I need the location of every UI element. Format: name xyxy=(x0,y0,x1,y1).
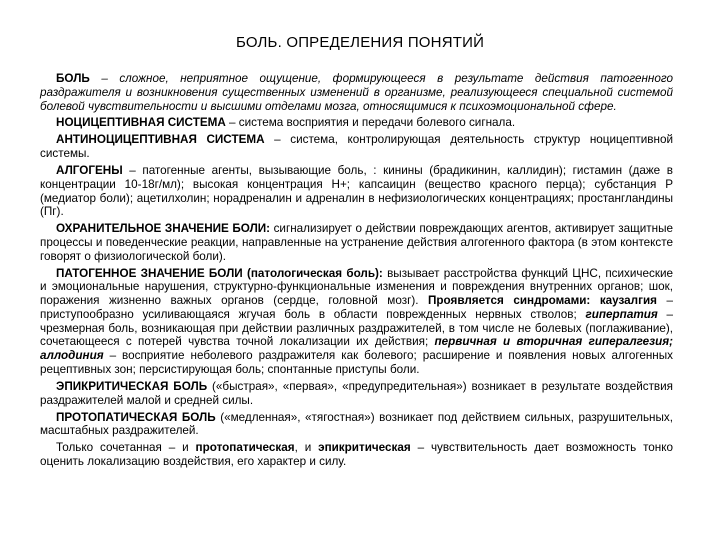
term-antinociceptive-system: АНТИНОЦИЦЕПТИВНАЯ СИСТЕМА xyxy=(56,133,265,147)
paragraph-algogens xyxy=(40,164,673,219)
definition-nociceptive-system: – система восприятия и передачи болевого сигнала. xyxy=(225,116,516,130)
definition-causalgia: – приступообразно усиливающаяся жгучая боль в области поврежденных нервных стволов; xyxy=(40,294,673,321)
term-protopathic: протопатическая xyxy=(195,441,295,455)
definition-hyperpathia: – чрезмерная боль, возникающая при действии различных раздражителей, в том числе не болевых (поглаживание), сочетающееся с потерей чувства точной локализации их действия; xyxy=(40,307,674,349)
definition-protective-value: сигнализирует о действии повреждающих агентов, активирует защитные процессы и поведенческие реакции, направленные на устранение действия алгогенного фактора (в этом контексте говорят о физиологической боли). xyxy=(40,222,673,263)
definition-protopathic-pain: («медленная», «тягостная») возникает под действием сильных, разрушительных, масштабных раздражителей. xyxy=(40,410,673,438)
combined-text-3: – чувствительность дает возможность тонко оценить локализацию воздействия, его характер и силу. xyxy=(40,441,673,468)
term-pain: БОЛЬ xyxy=(56,72,90,85)
definitions-body xyxy=(40,72,673,472)
paragraph-protopathic-pain xyxy=(40,411,673,439)
paragraph-nociceptive-system xyxy=(40,116,673,130)
term-protopathic-pain: ПРОТОПАТИЧЕСКАЯ БОЛЬ xyxy=(56,410,216,424)
definition-allodynia: – восприятие неболевого раздражителя как болевого; расширение и появления новых алгогенных рецептивных зон; персистирующая боль; спонтанные приступы боли. xyxy=(40,349,673,376)
term-protective-value: ОХРАНИТЕЛЬНОЕ ЗНАЧЕНИЕ БОЛИ: xyxy=(56,222,271,236)
paragraph-antinociceptive-system xyxy=(40,133,673,161)
term-pathogenic-value: ПАТОГЕННОЕ ЗНАЧЕНИЕ БОЛИ (патологическая боль): xyxy=(56,266,383,280)
definition-pathogenic-value: вызывает расстройства функций ЦНС, психические и эмоциональные нарушения, структурно-функциональные изменения и повреждения внутренних органов; шок, поражения жизненно важных органов (сердце, головной мозг). xyxy=(40,266,673,308)
term-algogens: АЛГОГЕНЫ xyxy=(56,164,123,178)
paragraph-protective-value xyxy=(40,222,673,263)
definition-antinociceptive-system: – система, контролирующая деятельность структур ноцицептивной системы. xyxy=(40,133,673,161)
term-hyperpathia: гиперпатия xyxy=(585,307,658,321)
combined-text-1: Только сочетанная – и xyxy=(56,441,196,455)
paragraph-epicritic-pain xyxy=(40,380,673,408)
paragraph-combined-sensitivity xyxy=(40,441,673,469)
term-epicritic: эпикритическая xyxy=(318,441,411,455)
term-syndromes-causalgia: Проявляется синдромами: каузалгия xyxy=(427,294,657,308)
paragraph-pathogenic-value xyxy=(40,267,673,377)
definition-pain: – сложное, неприятное ощущение, формирующееся в результате действия патогенного раздражителя и возникновения существенных изменений в организме, реализующееся специальной системой болевой чувствительности и высшими отделами мозга, относящимися к психоэмоциональной сфере. xyxy=(40,72,673,113)
combined-text-2: , и xyxy=(294,441,319,455)
term-nociceptive-system: НОЦИЦЕПТИВНАЯ СИСТЕМА xyxy=(56,116,226,130)
page-title: БОЛЬ. ОПРЕДЕЛЕНИЯ ПОНЯТИЙ xyxy=(235,34,485,51)
paragraph-pain xyxy=(40,72,673,113)
term-epicritic-pain: ЭПИКРИТИЧЕСКАЯ БОЛЬ xyxy=(56,379,208,393)
term-hyperalgesia-allodynia: первичная и вторичная гипералгезия; аллодиния xyxy=(40,335,673,363)
definition-algogens: – патогенные агенты, вызывающие боль, : кинины (брадикинин, каллидин); гистамин (даже в концентрации 10-18г/мл); высокая концентрация Н+; капсаицин (вещество красного перца); субстанция Р (медиатор боли); ацетилхолин; норадреналин и адреналин в нефизиологических концентрациях; простангландины (Пг). xyxy=(40,164,673,219)
definition-epicritic-pain: («быстрая», «первая», «предупредительная») возникает в результате воздействия раздражителей малой и средней силы. xyxy=(40,379,673,407)
